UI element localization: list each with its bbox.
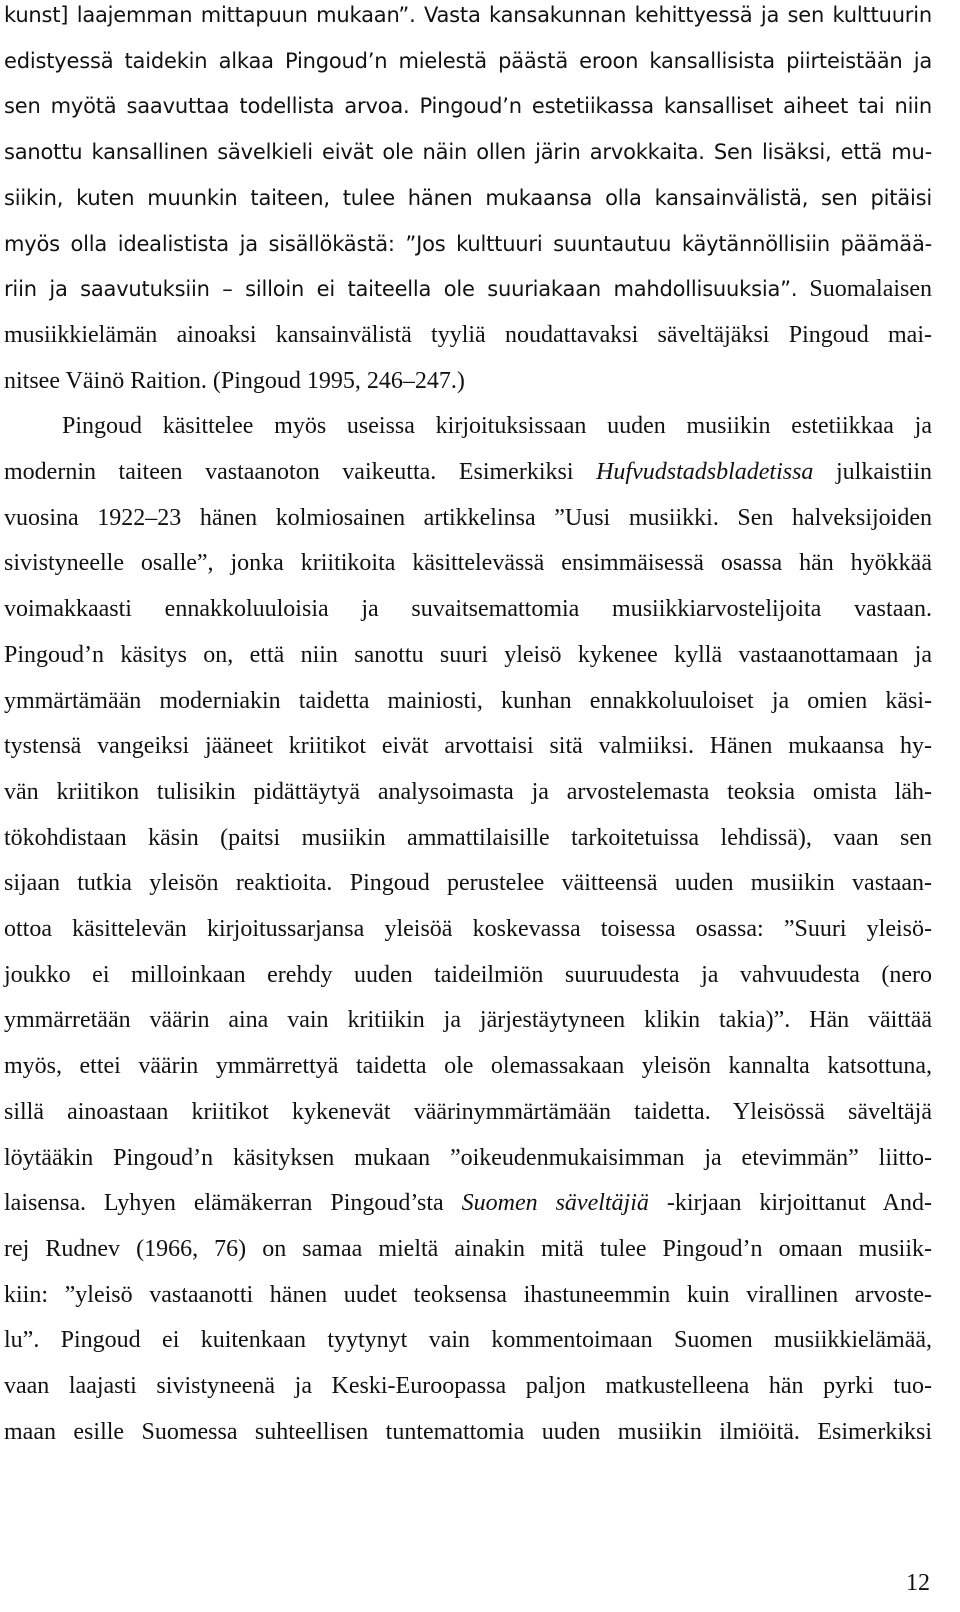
text-line (4, 1280, 932, 1310)
page-number: 12 (906, 1570, 930, 1596)
text-segment: ottoa käsittelevän kirjoitussarjansa yleisöä koskevassa toisessa osassa: ”Suuri yleisö- (4, 916, 932, 942)
text-line (4, 823, 932, 853)
text-line (4, 0, 932, 30)
text-segment: myös, ettei väärin ymmärrettyä taidetta ole olemassakaan yleisön kannalta katsottuna, (4, 1053, 932, 1080)
text-line (4, 868, 932, 898)
text-line (4, 1371, 932, 1401)
text-line (4, 320, 932, 350)
text-segment: riin ja saavutuksiin – silloin ei taiteella ole suuriakaan mahdollisuuksia”. (4, 277, 798, 302)
text-segment: musiikkielämän ainoaksi kansainvälistä tyyliä noudattavaksi säveltäjäksi Pingoud mai- (4, 321, 932, 348)
text-line (4, 1234, 932, 1264)
text-line (4, 274, 932, 304)
text-line (4, 1188, 932, 1218)
text-segment: vaan laajasti sivistyneenä ja Keski-Euroopassa paljon matkustelleena hän pyrki tuo- (4, 1373, 932, 1399)
text-line (4, 1005, 932, 1035)
text-segment: laisensa. Lyhyen elämäkerran Pingoud’sta (4, 1190, 462, 1217)
text-line (4, 1143, 932, 1173)
text-segment: maan esille Suomessa suhteellisen tuntemattomia uuden musiikin ilmiöitä. Esimerkiksi (4, 1418, 932, 1445)
text-segment: tystensä vangeiksi jääneet kriitikot eivät arvottaisi sitä valmiiksi. Hänen mukaansa hy- (4, 733, 932, 760)
text-line (4, 960, 932, 990)
text-line (4, 1097, 932, 1127)
text-line (4, 640, 932, 670)
text-segment: Suomalaisen (797, 276, 933, 303)
text-line (4, 137, 932, 167)
text-line (4, 1417, 932, 1447)
text-line (4, 594, 932, 624)
text-segment: sen myötä saavuttaa todellista arvoa. Pingoud’n estetiikassa kansalliset aiheet tai niin (4, 94, 932, 119)
text-line (4, 91, 932, 121)
text-segment: vän kriitikon tulisikin pidättäytyä analysoimasta ja arvostelemasta teoksia omista läh- (4, 778, 932, 805)
text-line (4, 183, 932, 213)
text-segment: ymmärtämään moderniakin taidetta mainiosti, kunhan ennakkoluuloiset ja omien käsi- (4, 687, 932, 714)
text-segment: sivistyneelle osalle”, jonka kriitikoita käsittelevässä ensimmäisessä osassa hän hyökkää (4, 550, 932, 577)
text-line (4, 548, 932, 578)
text-segment: joukko ei milloinkaan erehdy uuden taideilmiön suuruudesta ja vahvuudesta (nero (4, 961, 932, 988)
italic-title: Hufvudstadsbladetissa (596, 459, 814, 485)
text-line (4, 366, 932, 396)
text-segment: tökohdistaan käsin (paitsi musiikin ammattilaisille tarkoitetuissa lehdissä), vaan sen (4, 824, 932, 851)
text-segment: edistyessä taidekin alkaa Pingoud’n mielestä päästä eroon kansallisista piirteistään ja (4, 48, 932, 73)
text-segment: sanottu kansallinen sävelkieli eivät ole näin ollen järin arvokkaita. Sen lisäksi, että mu- (4, 140, 932, 165)
text-segment: kunst] laajemman mittapuun mukaan”. Vasta kansakunnan kehittyessä ja sen kulttuurin (4, 3, 932, 27)
text-line (4, 503, 932, 533)
text-segment: julkaistiin (813, 459, 932, 485)
text-segment: ymmärretään väärin aina vain kritiikin ja järjestäytyneen klikin takia)”. Hän väittää (4, 1007, 932, 1034)
text-line (4, 731, 932, 761)
text-segment: vuosina 1922–23 hänen kolmiosainen artikkelinsa ”Uusi musiikki. Sen halveksijoiden (4, 504, 932, 531)
text-line (4, 46, 932, 76)
italic-title: Suomen säveltäjiä (461, 1190, 649, 1217)
text-line (62, 411, 932, 441)
text-line (4, 1325, 932, 1355)
text-segment: lu”. Pingoud ei kuitenkaan tyytynyt vain kommentoimaan Suomen musiikkielämää, (4, 1327, 932, 1354)
text-segment: voimakkaasti ennakkoluuloisia ja suvaitsemattomia musiikkiarvostelijoita vastaan. (4, 596, 932, 623)
text-segment: rej Rudnev (1966, 76) on samaa mieltä ainakin mitä tulee Pingoud’n omaan musiik- (4, 1235, 932, 1262)
text-line (4, 229, 932, 259)
text-segment: sijaan tutkia yleisön reaktioita. Pingoud perustelee väitteensä uuden musiikin vastaan- (4, 870, 932, 897)
text-segment: löytääkin Pingoud’n käsityksen mukaan ”oikeudenmukaisimman ja etevimmän” liitto- (4, 1144, 932, 1171)
text-segment: sillä ainoastaan kriitikot kykenevät väärinymmärtämään taidetta. Yleisössä säveltäjä (4, 1098, 932, 1125)
text-segment: Pingoud’n käsitys on, että niin sanottu suuri yleisö kykenee kyllä vastaanottamaan ja (4, 641, 932, 668)
text-segment: -kirjaan kirjoittanut And- (648, 1190, 933, 1217)
text-line (4, 686, 932, 716)
text-segment: kiin: ”yleisö vastaanotti hänen uudet teoksensa ihastuneemmin kuin virallinen arvoste- (4, 1281, 932, 1308)
text-line (4, 457, 932, 487)
text-segment: siikin, kuten muunkin taiteen, tulee hänen mukaansa olla kansainvälistä, sen pitäisi (4, 185, 932, 210)
text-segment: myös olla idealistista ja sisällökästä: ”Jos kulttuuri suuntautuu käytännöllisiin päämää- (4, 231, 932, 256)
text-segment: Pingoud käsittelee myös useissa kirjoituksissaan uuden musiikin estetiikkaa ja (62, 413, 932, 440)
text-segment: nitsee Väinö Raition. (Pingoud 1995, 246–247.) (4, 367, 465, 394)
text-line (4, 914, 932, 944)
text-line (4, 777, 932, 807)
text-line (4, 1051, 932, 1081)
text-segment: modernin taiteen vastaanoton vaikeutta. Esimerkiksi (4, 459, 597, 485)
